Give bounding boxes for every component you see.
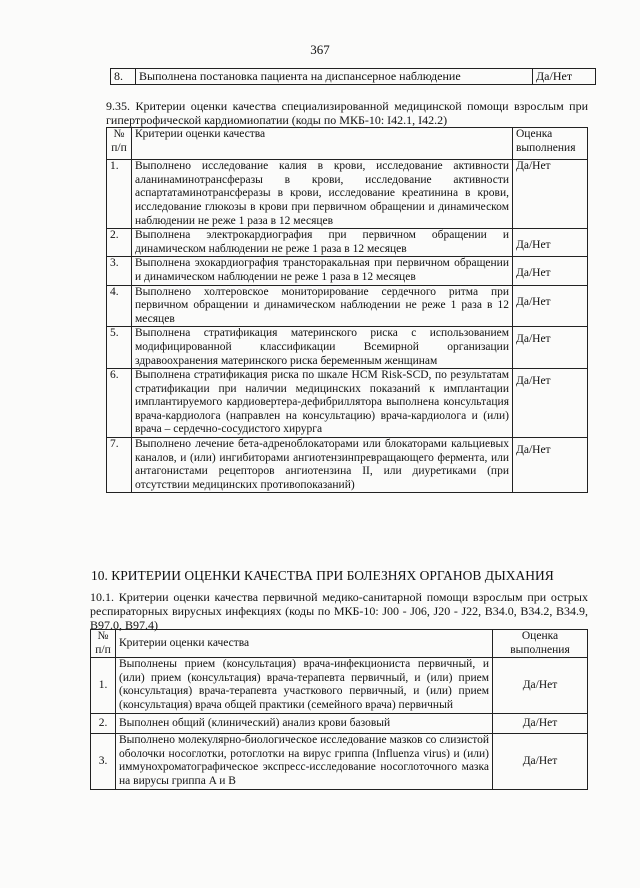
col-header-assessment: Оценка выполнения xyxy=(513,128,588,160)
section-10-title: 10. КРИТЕРИИ ОЦЕНКИ КАЧЕСТВА ПРИ БОЛЕЗНЯХ ОРГАНОВ ДЫХАНИЯ xyxy=(91,568,554,583)
col-header-criteria: Критерии оценки качества xyxy=(116,630,493,658)
table-row xyxy=(107,327,588,369)
assessment-cell: Да/Нет xyxy=(513,369,588,438)
assessment-cell: Да/Нет xyxy=(513,257,588,285)
assessment-cell: Да/Нет xyxy=(493,713,588,734)
criteria-table-10-1 xyxy=(90,629,588,790)
table-row xyxy=(91,658,588,713)
criteria-table-9-35 xyxy=(106,127,588,493)
continuation-table xyxy=(110,68,596,85)
row-number: 2. xyxy=(107,229,132,257)
assessment-cell: Да/Нет xyxy=(513,438,588,493)
table-row xyxy=(91,713,588,734)
criterion-text: Выполнено молекулярно-биологическое исследование мазков со слизистой оболочки носоглотки, ротоглотки на вирус гриппа (Influenza virus) и (или) иммунохроматографическое экспресс-исследование носоглоточного мазка на вирусы гриппа A и B xyxy=(116,734,493,789)
table-row xyxy=(111,69,596,85)
table-header-row xyxy=(91,630,588,658)
table-row xyxy=(91,734,588,789)
assessment-cell: Да/Нет xyxy=(493,734,588,789)
table-row xyxy=(107,257,588,285)
criterion-text: Выполнено лечение бета-адреноблокаторами или блокаторами кальциевых каналов, и (или) ингибиторами ангиотензинпревращающего фермента, или антагонистами рецепторов ангиотензина II, или диуретиками (при отсутствии медицинских противопоказаний) xyxy=(132,438,513,493)
assessment-cell: Да/Нет xyxy=(513,160,588,229)
assessment-cell: Да/Нет xyxy=(493,658,588,713)
criterion-text: Выполнено исследование калия в крови, исследование активности аланинаминотрансферазы в крови, исследование активности аспартатаминотрансферазы в крови, исследование креатинина в крови, исследование глюкозы в крови при первичном обращении и динамическом наблюдении не реже 1 раза в 12 месяцев xyxy=(132,160,513,229)
criterion-text: Выполнены прием (консультация) врача-инфекциониста первичный, и (или) прием (консультация) врача-терапевта первичный, и (или) прием (консультация) врача-терапевта участкового первичный, и (или) прием (консультация) врача общей практики (семейного врача) первичный xyxy=(116,658,493,713)
row-number: 1. xyxy=(91,658,116,713)
row-number: 5. xyxy=(107,327,132,369)
criterion-text: Выполнена эхокардиография трансторакальная при первичном обращении и динамическом наблюдении не реже 1 раза в 12 месяцев xyxy=(132,257,513,285)
col-header-number: № п/п xyxy=(91,630,116,658)
criterion-text: Выполнено холтеровское мониторирование сердечного ритма при первичном обращении и динамическом наблюдении не реже 1 раза в 12 месяцев xyxy=(132,285,513,327)
row-number: 3. xyxy=(91,734,116,789)
row-number: 2. xyxy=(91,713,116,734)
criterion-text: Выполнена электрокардиография при первичном обращении и динамическом наблюдении не реже 1 раза в 12 месяцев xyxy=(132,229,513,257)
assessment-cell: Да/Нет xyxy=(533,69,596,85)
row-number: 6. xyxy=(107,369,132,438)
col-header-criteria: Критерии оценки качества xyxy=(132,128,513,160)
section-9-35-heading: 9.35. Критерии оценки качества специализированной медицинской помощи взрослым при гипертрофической кардиомиопатии (коды по МКБ-10: I42.1, I42.2) xyxy=(106,99,588,127)
row-number: 8. xyxy=(111,69,136,85)
criterion-text: Выполнена стратификация риска по шкале HCM Risk-SCD, по результатам стратификации при наличии медицинских показаний к имплантации имплантируемого кардиовертера-дефибриллятора выполнена консультация врача-кардиолога (направлен на консультацию) врача-кардиолога и (или) врача – сердечно-сосудистого хирурга xyxy=(132,369,513,438)
assessment-cell: Да/Нет xyxy=(513,327,588,369)
page-number: 367 xyxy=(310,42,330,57)
row-number: 7. xyxy=(107,438,132,493)
table-header-row xyxy=(107,128,588,160)
table-row xyxy=(107,369,588,438)
row-number: 3. xyxy=(107,257,132,285)
row-number: 1. xyxy=(107,160,132,229)
col-header-assessment: Оценка выполнения xyxy=(493,630,588,658)
table-row xyxy=(107,160,588,229)
col-header-number: № п/п xyxy=(107,128,132,160)
criterion-text: Выполнен общий (клинический) анализ крови базовый xyxy=(116,713,493,734)
section-10-1-heading: 10.1. Критерии оценки качества первичной медико-санитарной помощи взрослым при острых респираторных вирусных инфекциях (коды по МКБ-10: J00 - J06, J20 - J22, B34.0, B34.2, B34.9, B97.0, B97.4) xyxy=(90,590,588,632)
row-number: 4. xyxy=(107,285,132,327)
assessment-cell: Да/Нет xyxy=(513,285,588,327)
table-row xyxy=(107,229,588,257)
table-row xyxy=(107,438,588,493)
assessment-cell: Да/Нет xyxy=(513,229,588,257)
criterion-text: Выполнена постановка пациента на диспансерное наблюдение xyxy=(136,69,533,85)
table-row xyxy=(107,285,588,327)
criterion-text: Выполнена стратификация материнского риска с использованием модифицированной классификации Всемирной организации здравоохранения материнского риска беременным женщинам xyxy=(132,327,513,369)
